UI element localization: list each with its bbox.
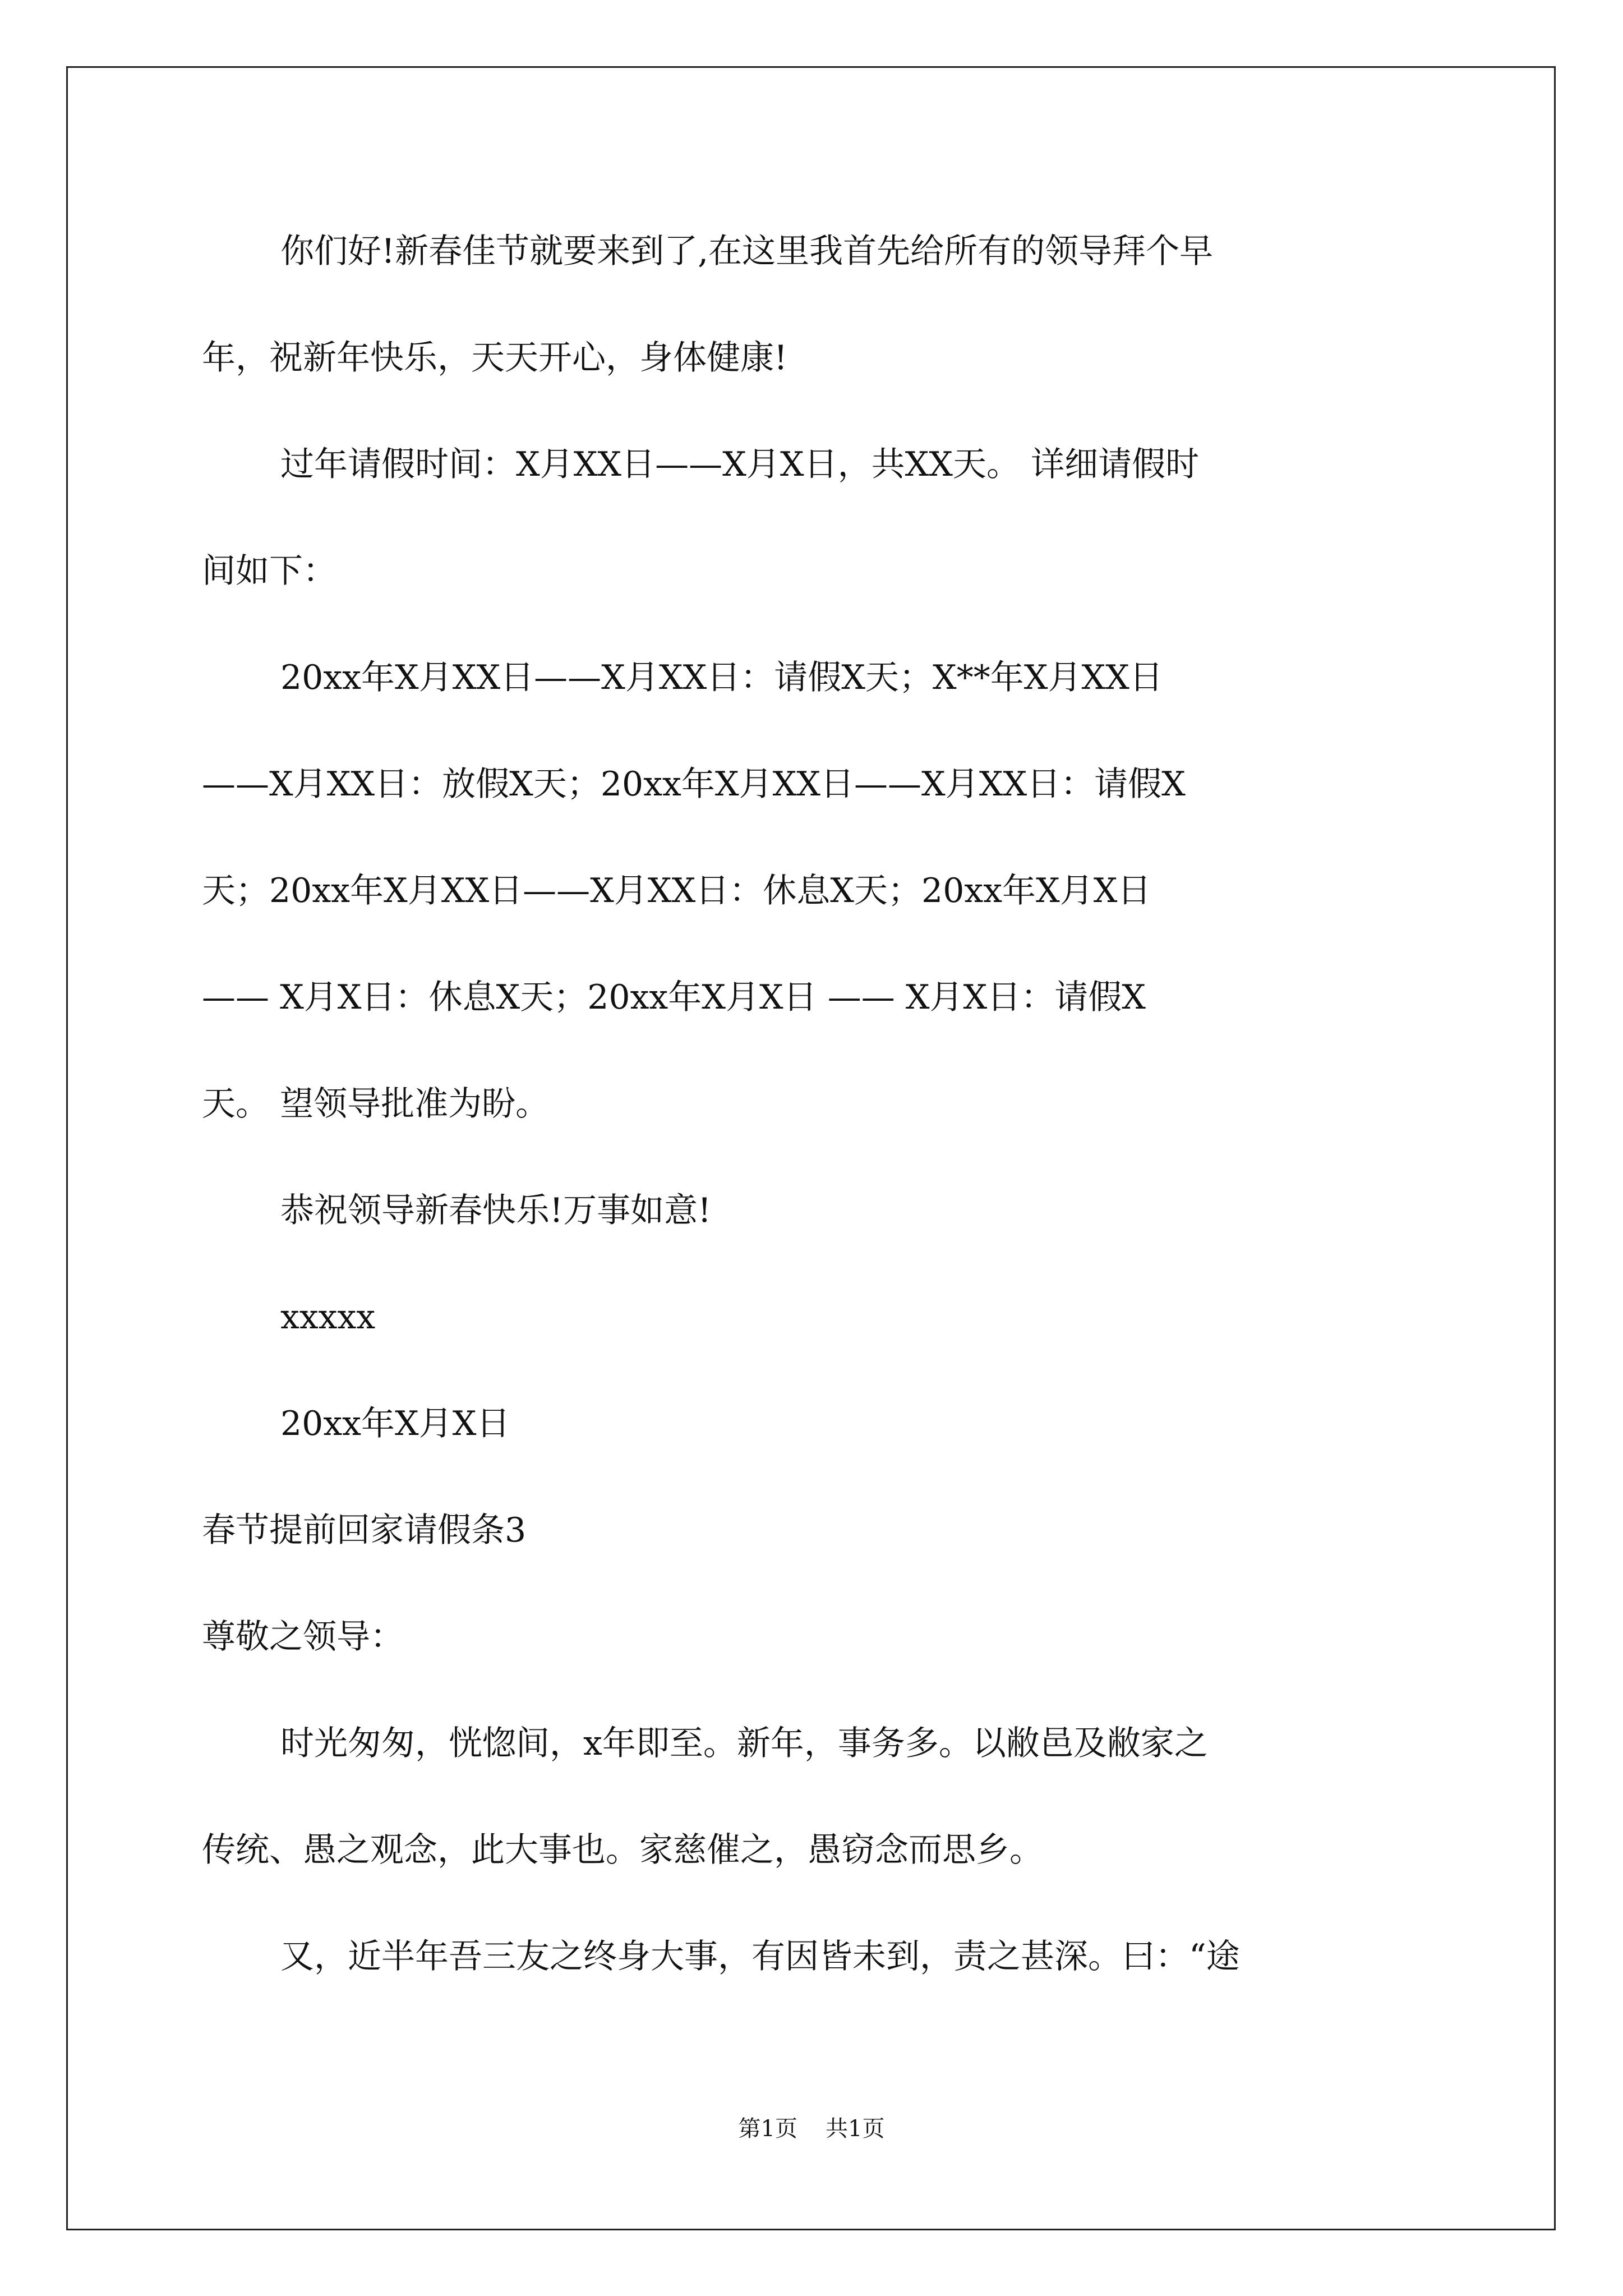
text-line: 恭祝领导新春快乐!万事如意!	[280, 1191, 712, 1230]
text-line: 20xx年X月XX日——X月XX日：请假X天；X**年X月XX日	[280, 658, 1163, 697]
text-line: ——X月XX日：放假X天；20xx年X月XX日——X月XX日：请假X	[202, 765, 1186, 804]
page-border	[66, 66, 1556, 2230]
text-line: 间如下：	[202, 551, 336, 591]
page-footer	[0, 2115, 1623, 2143]
section-title: 春节提前回家请假条3	[202, 1511, 527, 1550]
page-count: 共1页	[826, 2116, 885, 2142]
text-line: 时光匆匆，恍惚间，x年即至。新年，事务多。以敝邑及敝家之	[280, 1724, 1208, 1763]
text-line: 天；20xx年X月XX日——X月XX日：休息X天；20xx年X月X日	[202, 871, 1151, 910]
salutation: 尊敬之领导：	[202, 1617, 404, 1657]
text-line: 过年请假时间：X月XX日——X月X日，共XX天。 详细请假时	[280, 445, 1200, 484]
letter-date: 20xx年X月X日	[280, 1404, 510, 1443]
page-number: 第1页	[738, 2116, 797, 2142]
text-line: 又，近半年吾三友之终身大事，有因皆未到，责之甚深。曰：“途	[280, 1937, 1240, 1976]
text-line: —— X月X日：休息X天；20xx年X月X日 —— X月X日：请假X	[202, 978, 1146, 1017]
text-line: 传统、愚之观念，此大事也。家慈催之，愚窃念而思乡。	[202, 1830, 1043, 1870]
signature-name: xxxxx	[280, 1297, 376, 1337]
text-line: 年，祝新年快乐，天天开心，身体健康!	[202, 338, 788, 378]
text-line: 天。 望领导批准为盼。	[202, 1084, 550, 1124]
text-line: 你们好!新春佳节就要来到了,在这里我首先给所有的领导拜个早	[280, 232, 1214, 271]
